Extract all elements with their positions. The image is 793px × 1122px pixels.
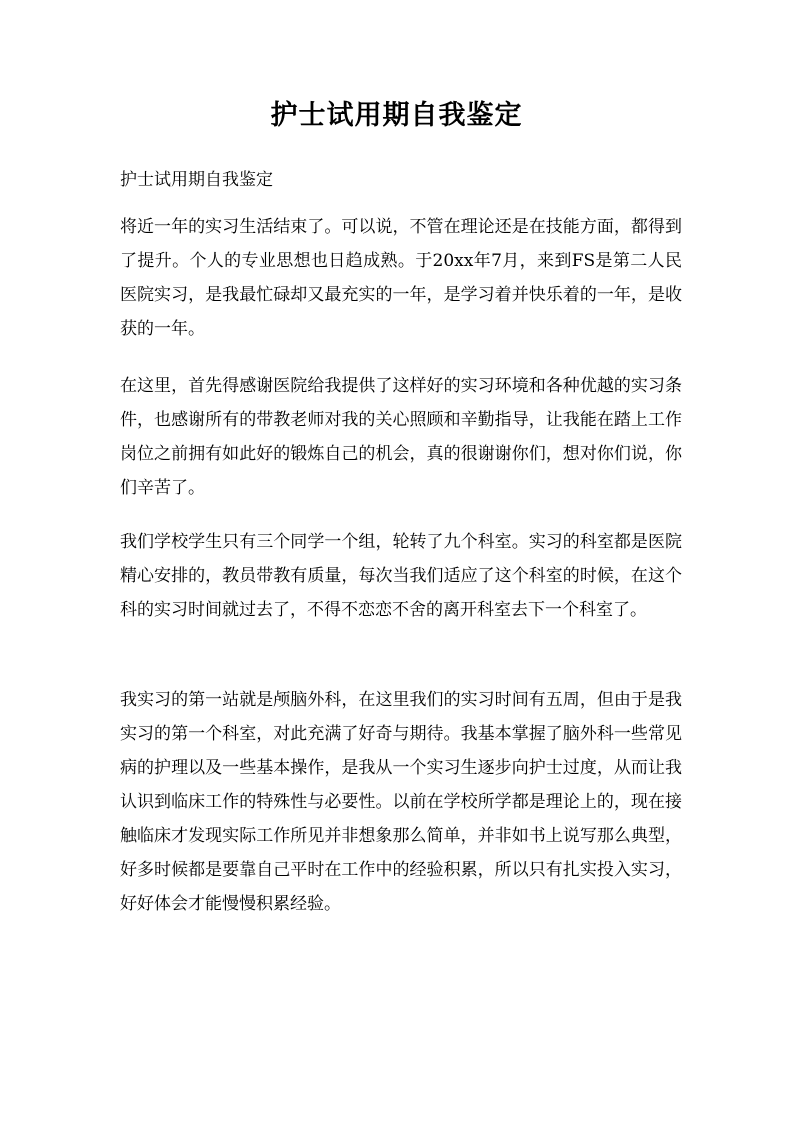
- document-subtitle: 护士试用期自我鉴定: [120, 170, 273, 190]
- paragraph-2: 在这里，首先得感谢医院给我提供了这样好的实习环境和各种优越的实习条件，也感谢所有的带教老师对我的关心照顾和辛勤指导，让我能在踏上工作岗位之前拥有如此好的锻炼自己的机会，真的很谢谢你们，想对你们说，你们辛苦了。: [120, 376, 682, 498]
- paragraph-4: 我实习的第一站就是颅脑外科，在这里我们的实习时间有五周，但由于是我实习的第一个科室，对此充满了好奇与期待。我基本掌握了脑外科一些常见病的护理以及一些基本操作，是我从一个实习生逐步向护士过度，从而让我认识到临床工作的特殊性与必要性。以前在学校所学都是理论上的，现在接触临床才发现实际工作所见并非想象那么简单，并非如书上说写那么典型，好多时候都是要靠自己平时在工作中的经验积累，所以只有扎实投入实习，好好体会才能慢慢积累经验。: [120, 690, 682, 914]
- paragraph-1: 将近一年的实习生活结束了。可以说，不管在理论还是在技能方面，都得到了提升。个人的专业思想也日趋成熟。于20xx年7月，来到FS是第二人民医院实习，是我最忙碌却又最充实的一年，是学习着并快乐着的一年，是收获的一年。: [120, 217, 682, 339]
- paragraph-3: 我们学校学生只有三个同学一个组，轮转了九个科室。实习的科室都是医院精心安排的，教员带教有质量，每次当我们适应了这个科室的时候，在这个科的实习时间就过去了，不得不恋恋不舍的离开科室去下一个科室了。: [120, 532, 682, 620]
- document-title: 护士试用期自我鉴定: [270, 100, 523, 131]
